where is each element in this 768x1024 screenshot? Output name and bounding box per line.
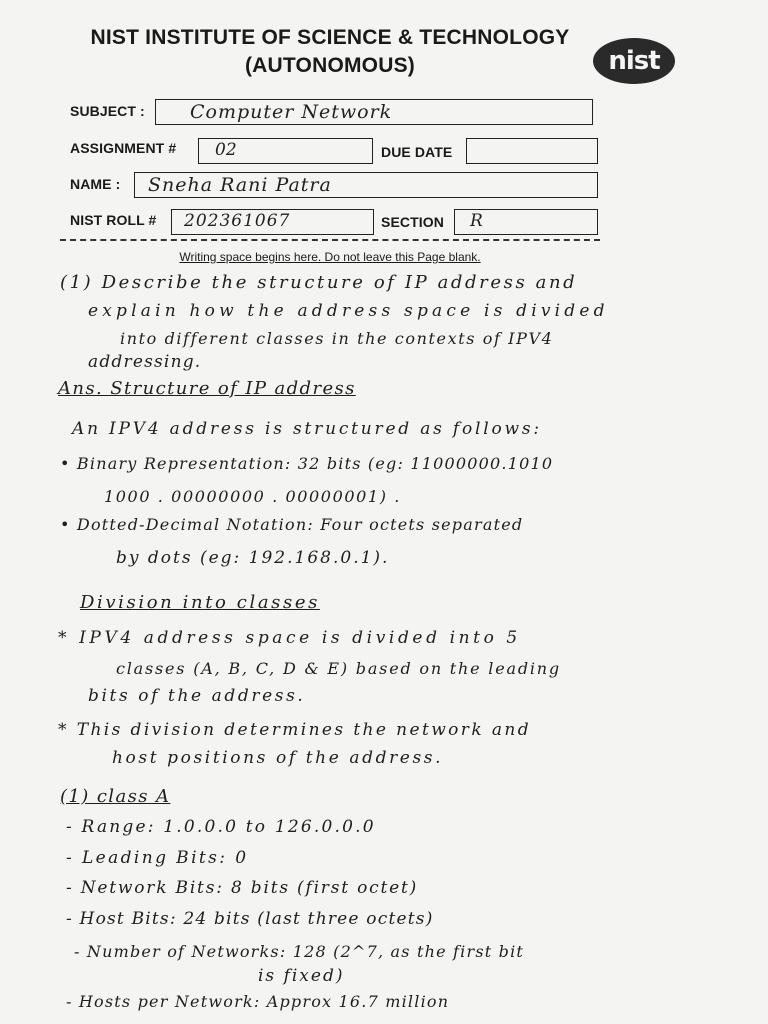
answer-line: bits of the address.	[88, 686, 306, 706]
answer-heading: Ans. Structure of IP address	[58, 378, 356, 399]
subject-value: Computer Network	[190, 101, 393, 123]
answer-line: by dots (eg: 192.168.0.1).	[116, 548, 390, 568]
nist-logo-text: nist	[608, 46, 660, 76]
section-label: SECTION	[381, 214, 444, 230]
class-a-line: is fixed)	[258, 966, 345, 986]
assignment-value: 02	[215, 140, 237, 160]
answer-line: * IPV4 address space is divided into 5	[58, 628, 521, 648]
section-value: R	[470, 211, 483, 231]
nist-logo	[593, 38, 675, 84]
institute-status: (AUTONOMOUS)	[244, 54, 415, 77]
question-line: explain how the address space is divided	[88, 301, 609, 321]
writing-space-note: Writing space begins here. Do not leave this Page blank.	[179, 250, 481, 264]
answer-line: 1000 . 00000000 . 00000001) .	[104, 487, 401, 506]
subject-label: SUBJECT :	[70, 103, 145, 119]
due-date-label: DUE DATE	[381, 144, 453, 160]
roll-label: NIST ROLL #	[70, 212, 157, 228]
answer-line: classes (A, B, C, D & E) based on the leading	[116, 659, 561, 678]
name-label: NAME :	[70, 176, 121, 192]
question-line: addressing.	[88, 352, 202, 372]
name-value: Sneha Rani Patra	[148, 174, 332, 196]
question-line: into different classes in the contexts of IPV4	[120, 329, 554, 348]
class-a-line: - Host Bits: 24 bits (last three octets)	[66, 909, 434, 929]
answer-line: host positions of the address.	[112, 748, 444, 768]
answer-line: • Dotted-Decimal Notation: Four octets separated	[60, 515, 524, 534]
institute-name: NIST INSTITUTE OF SCIENCE & TECHNOLOGY	[90, 26, 570, 49]
roll-value: 202361067	[184, 211, 291, 231]
answer-line: • Binary Representation: 32 bits (eg: 11000000.1010	[60, 454, 554, 473]
answer-line: * This division determines the network and	[58, 720, 531, 740]
institute-title	[60, 24, 600, 80]
class-a-line: - Leading Bits: 0	[66, 848, 249, 868]
separator-dashed-line	[60, 239, 600, 241]
class-a-line: - Range: 1.0.0.0 to 126.0.0.0	[66, 817, 376, 837]
class-a-heading: (1) class A	[60, 786, 171, 807]
class-a-line: - Hosts per Network: Approx 16.7 million	[66, 992, 450, 1011]
class-a-line: - Network Bits: 8 bits (first octet)	[66, 878, 419, 898]
assignment-label: ASSIGNMENT #	[70, 140, 177, 156]
answer-subheading: Division into classes	[80, 592, 320, 613]
question-line: (1) Describe the structure of IP address and	[60, 272, 578, 293]
class-a-line: - Number of Networks: 128 (2^7, as the first bit	[74, 942, 525, 961]
due-date-field	[466, 138, 598, 164]
answer-line: An IPV4 address is structured as follows:	[72, 419, 542, 439]
